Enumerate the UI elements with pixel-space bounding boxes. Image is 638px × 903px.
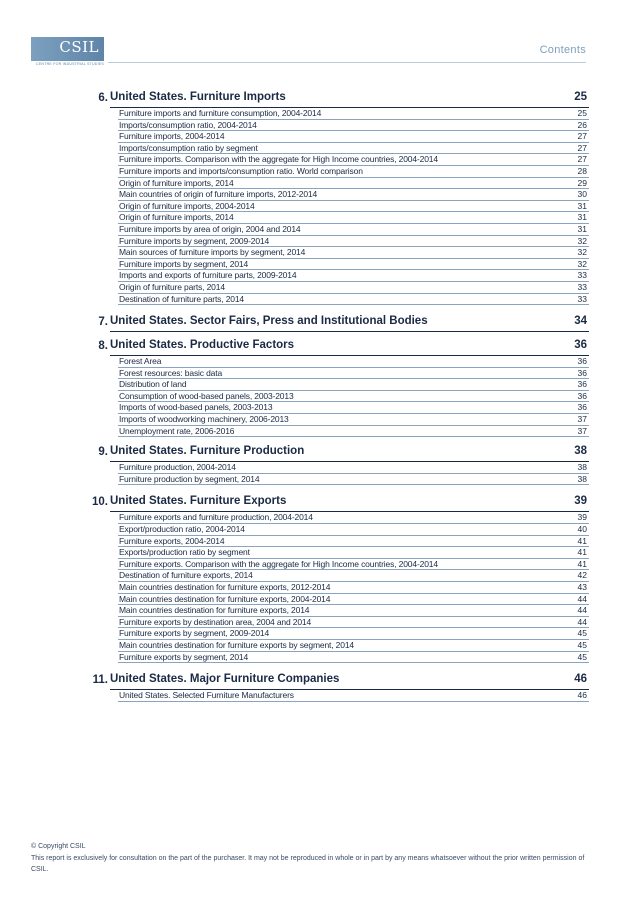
toc-entry[interactable] bbox=[118, 426, 589, 438]
toc-entry[interactable] bbox=[118, 652, 589, 664]
entry-list bbox=[118, 462, 589, 485]
section-title-text: United States. Furniture Exports bbox=[110, 495, 287, 508]
entry-page-number: 36 bbox=[577, 379, 587, 390]
toc-entry[interactable] bbox=[118, 536, 589, 548]
toc-entry[interactable] bbox=[118, 582, 589, 594]
entry-page-number: 45 bbox=[577, 651, 587, 662]
section-number: 8. bbox=[98, 340, 108, 353]
entry-title: Consumption of wood-based panels, 2003-2013 bbox=[119, 390, 294, 401]
toc-entry[interactable] bbox=[118, 570, 589, 582]
entry-title: Imports of wood-based panels, 2003-2013 bbox=[119, 402, 273, 413]
entry-title: Furniture exports. Comparison with the aggregate for High Income countries, 2004-2014 bbox=[119, 558, 438, 569]
entry-title: Main countries destination for furniture exports, 2012-2014 bbox=[119, 582, 331, 592]
toc-entry[interactable] bbox=[118, 379, 589, 391]
entry-page-number: 44 bbox=[577, 605, 587, 616]
toc-entry[interactable] bbox=[118, 259, 589, 271]
entry-page-number: 45 bbox=[577, 639, 587, 650]
section-heading[interactable] bbox=[80, 495, 589, 512]
entry-title: Distribution of land bbox=[119, 379, 187, 390]
entry-title: Furniture imports and furniture consumption, 2004-2014 bbox=[119, 108, 322, 118]
toc-entry[interactable] bbox=[118, 356, 589, 368]
section-title bbox=[110, 445, 589, 462]
entry-list bbox=[118, 690, 589, 702]
section-heading[interactable] bbox=[80, 91, 589, 108]
toc-entry[interactable] bbox=[118, 402, 589, 414]
toc-section bbox=[80, 673, 589, 702]
entry-title: Furniture exports, 2004-2014 bbox=[119, 535, 225, 546]
toc-section bbox=[80, 495, 589, 663]
section-title-text: United States. Sector Fairs, Press and Institutional Bodies bbox=[110, 315, 428, 328]
entry-page-number: 32 bbox=[577, 247, 587, 258]
logo-text: CSIL bbox=[59, 38, 99, 56]
entry-page-number: 42 bbox=[577, 570, 587, 581]
toc-entry[interactable] bbox=[118, 594, 589, 606]
entry-title: Main countries destination for furniture exports, 2004-2014 bbox=[119, 593, 331, 604]
section-title bbox=[110, 673, 589, 690]
toc-entry[interactable] bbox=[118, 474, 589, 486]
toc-entry[interactable] bbox=[118, 414, 589, 426]
section-page-number: 34 bbox=[574, 315, 587, 328]
entry-title: Imports/consumption ratio by segment bbox=[119, 142, 258, 153]
entry-title: Furniture production, 2004-2014 bbox=[119, 462, 236, 473]
toc-entry[interactable] bbox=[118, 391, 589, 403]
entry-title: Furniture imports by segment, 2014 bbox=[119, 258, 249, 269]
entry-page-number: 45 bbox=[577, 628, 587, 639]
logo-subtitle: CENTRE FOR INDUSTRIAL STUDIES bbox=[36, 62, 104, 66]
entry-title: Imports/consumption ratio, 2004-2014 bbox=[119, 119, 257, 130]
entry-title: Export/production ratio, 2004-2014 bbox=[119, 524, 245, 535]
toc-entry[interactable] bbox=[118, 120, 589, 132]
entry-title: Unemployment rate, 2006-2016 bbox=[119, 425, 235, 436]
entry-title: Main countries destination for furniture exports, 2014 bbox=[119, 605, 310, 616]
header-divider bbox=[108, 62, 586, 63]
section-number: 11. bbox=[92, 674, 108, 687]
toc-entry[interactable] bbox=[118, 224, 589, 236]
section-title-text: United States. Productive Factors bbox=[110, 339, 295, 352]
entry-title: Furniture exports by segment, 2009-2014 bbox=[119, 628, 270, 639]
entry-page-number: 36 bbox=[577, 402, 587, 413]
entry-title: Furniture exports and furniture production, 2004-2014 bbox=[119, 512, 313, 523]
entry-page-number: 39 bbox=[577, 512, 587, 523]
toc-section bbox=[80, 445, 589, 485]
csil-logo bbox=[31, 37, 104, 61]
toc-entry[interactable] bbox=[118, 189, 589, 201]
entry-title: United States. Selected Furniture Manufacturers bbox=[119, 690, 294, 701]
toc-entry[interactable] bbox=[118, 247, 589, 259]
entry-page-number: 31 bbox=[577, 223, 587, 234]
section-title-text: United States. Furniture Imports bbox=[110, 91, 286, 103]
entry-page-number: 43 bbox=[577, 582, 587, 592]
entry-page-number: 25 bbox=[577, 108, 587, 118]
toc-entry[interactable] bbox=[118, 628, 589, 640]
entry-page-number: 30 bbox=[577, 189, 587, 200]
toc-entry[interactable] bbox=[118, 166, 589, 178]
entry-page-number: 32 bbox=[577, 235, 587, 246]
section-title-text: United States. Furniture Production bbox=[110, 445, 305, 458]
entry-page-number: 29 bbox=[577, 177, 587, 188]
entry-title: Imports of woodworking machinery, 2006-2013 bbox=[119, 414, 289, 425]
toc-entry[interactable] bbox=[118, 131, 589, 143]
section-page-number: 25 bbox=[574, 91, 587, 103]
entry-page-number: 44 bbox=[577, 593, 587, 604]
toc-entry[interactable] bbox=[118, 690, 589, 702]
toc-entry[interactable] bbox=[118, 368, 589, 380]
toc-entry[interactable] bbox=[118, 512, 589, 524]
section-title-text: United States. Major Furniture Companies bbox=[110, 673, 340, 686]
usage-notice: This report is exclusively for consultation on the part of the purchaser. It may not be reproduced in whole or in part by any means whatsoever without the prior written permission of CSIL. bbox=[31, 854, 585, 873]
section-heading[interactable] bbox=[80, 339, 589, 356]
toc-entry[interactable] bbox=[118, 270, 589, 282]
entry-title: Destination of furniture parts, 2014 bbox=[119, 293, 245, 304]
entry-page-number: 44 bbox=[577, 616, 587, 627]
toc-entry[interactable] bbox=[118, 294, 589, 306]
toc-entry[interactable] bbox=[118, 640, 589, 652]
section-heading[interactable] bbox=[80, 445, 589, 462]
toc-entry[interactable] bbox=[118, 201, 589, 213]
entry-title: Main sources of furniture imports by segment, 2014 bbox=[119, 247, 306, 258]
entry-page-number: 26 bbox=[577, 119, 587, 130]
entry-page-number: 33 bbox=[577, 293, 587, 304]
entry-list bbox=[118, 512, 589, 663]
entry-title: Destination of furniture exports, 2014 bbox=[119, 570, 253, 581]
entry-page-number: 38 bbox=[577, 462, 587, 473]
entry-page-number: 46 bbox=[577, 690, 587, 701]
entry-page-number: 37 bbox=[577, 414, 587, 425]
entry-page-number: 36 bbox=[577, 356, 587, 367]
toc-entry[interactable] bbox=[118, 178, 589, 190]
section-number: 10. bbox=[92, 496, 108, 509]
toc-section bbox=[80, 315, 589, 332]
entry-title: Main countries of origin of furniture imports, 2012-2014 bbox=[119, 189, 318, 200]
section-number: 6. bbox=[98, 92, 108, 104]
entry-page-number: 33 bbox=[577, 281, 587, 292]
footer bbox=[31, 841, 596, 876]
entry-title: Origin of furniture parts, 2014 bbox=[119, 281, 225, 292]
toc-entry[interactable] bbox=[118, 108, 589, 120]
section-title bbox=[110, 91, 589, 108]
toc-section bbox=[80, 339, 589, 437]
section-heading[interactable] bbox=[80, 673, 589, 690]
entry-title: Furniture exports by segment, 2014 bbox=[119, 651, 249, 662]
entry-title: Furniture imports. Comparison with the aggregate for High Income countries, 2004-2014 bbox=[119, 154, 438, 165]
section-heading[interactable] bbox=[80, 315, 589, 332]
table-of-contents bbox=[0, 91, 638, 702]
section-title bbox=[110, 315, 589, 332]
toc-entry[interactable] bbox=[118, 559, 589, 571]
entry-title: Main countries destination for furniture exports by segment, 2014 bbox=[119, 639, 354, 650]
entry-page-number: 40 bbox=[577, 524, 587, 535]
section-page-number: 38 bbox=[574, 445, 587, 458]
section-page-number: 36 bbox=[574, 339, 587, 352]
entry-title: Furniture production by segment, 2014 bbox=[119, 473, 260, 484]
entry-page-number: 28 bbox=[577, 165, 587, 176]
entry-title: Furniture imports by area of origin, 2004 and 2014 bbox=[119, 223, 301, 234]
entry-title: Furniture imports by segment, 2009-2014 bbox=[119, 235, 270, 246]
entry-page-number: 41 bbox=[577, 558, 587, 569]
entry-page-number: 41 bbox=[577, 535, 587, 546]
section-number: 7. bbox=[98, 316, 108, 329]
entry-list bbox=[118, 108, 589, 305]
toc-entry[interactable] bbox=[118, 462, 589, 474]
toc-section bbox=[80, 91, 589, 305]
entry-page-number: 41 bbox=[577, 547, 587, 558]
entry-title: Origin of furniture imports, 2014 bbox=[119, 177, 234, 188]
entry-page-number: 31 bbox=[577, 200, 587, 211]
entry-page-number: 37 bbox=[577, 425, 587, 436]
toc-entry[interactable] bbox=[118, 547, 589, 559]
entry-page-number: 27 bbox=[577, 154, 587, 165]
entry-title: Exports/production ratio by segment bbox=[119, 547, 250, 558]
entry-title: Furniture exports by destination area, 2004 and 2014 bbox=[119, 616, 312, 627]
toc-entry[interactable] bbox=[118, 617, 589, 629]
toc-entry[interactable] bbox=[118, 524, 589, 536]
section-title bbox=[110, 339, 589, 356]
copyright-text: © Copyright CSIL bbox=[31, 843, 86, 850]
entry-page-number: 31 bbox=[577, 212, 587, 223]
entry-title: Imports and exports of furniture parts, 2009-2014 bbox=[119, 270, 297, 281]
entry-title: Furniture imports and imports/consumption ratio. World comparison bbox=[119, 165, 363, 176]
entry-page-number: 27 bbox=[577, 142, 587, 153]
section-page-number: 46 bbox=[574, 673, 587, 686]
entry-page-number: 32 bbox=[577, 258, 587, 269]
section-title bbox=[110, 495, 589, 512]
entry-title: Origin of furniture imports, 2004-2014 bbox=[119, 200, 255, 211]
entry-page-number: 36 bbox=[577, 390, 587, 401]
entry-page-number: 33 bbox=[577, 270, 587, 281]
section-page-number: 39 bbox=[574, 495, 587, 508]
toc-entry[interactable] bbox=[118, 212, 589, 224]
entry-title: Forest Area bbox=[119, 356, 162, 367]
toc-entry[interactable] bbox=[118, 282, 589, 294]
toc-entry[interactable] bbox=[118, 236, 589, 248]
entry-page-number: 27 bbox=[577, 131, 587, 142]
section-number: 9. bbox=[98, 446, 108, 459]
toc-entry[interactable] bbox=[118, 143, 589, 155]
entry-page-number: 38 bbox=[577, 473, 587, 484]
toc-entry[interactable] bbox=[118, 605, 589, 617]
entry-list bbox=[118, 356, 589, 437]
entry-page-number: 36 bbox=[577, 367, 587, 378]
entry-title: Origin of furniture imports, 2014 bbox=[119, 212, 234, 223]
section-label: Contents bbox=[539, 44, 586, 56]
entry-title: Forest resources: basic data bbox=[119, 367, 223, 378]
entry-title: Furniture imports, 2004-2014 bbox=[119, 131, 225, 142]
toc-entry[interactable] bbox=[118, 154, 589, 166]
